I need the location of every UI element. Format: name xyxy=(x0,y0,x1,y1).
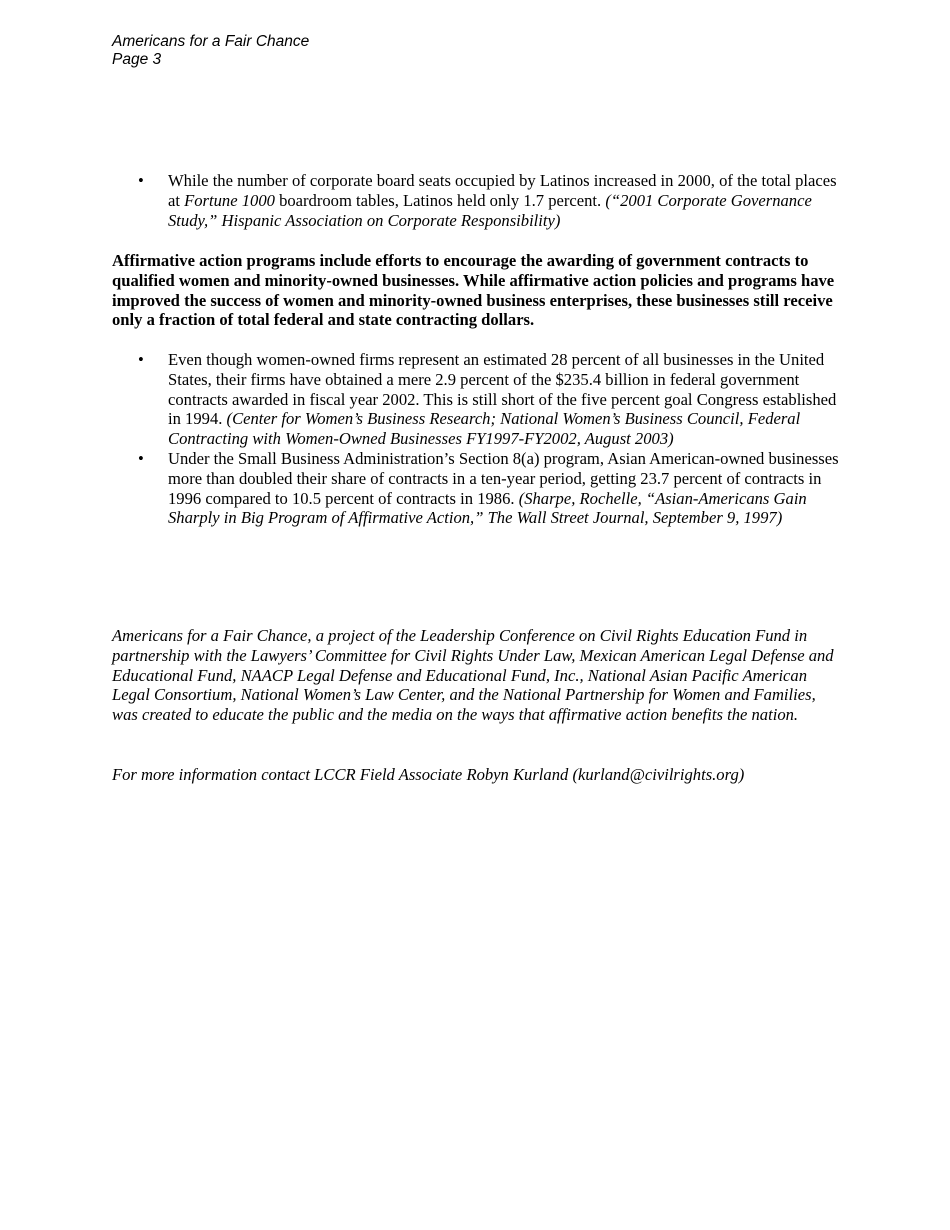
header-page-number: Page 3 xyxy=(112,51,162,68)
bullet-text: Under the Small Business Administration’s Section 8(a) program, Asian American-owned businesses more than doubled their share of contracts in a ten-year period, getting 23.7 percent of contracts in 1996 compared to 10.5 percent of contracts in 1986. xyxy=(168,448,839,508)
bullet-icon: • xyxy=(138,448,144,468)
bullet-emphasis: Fortune 1000 xyxy=(184,190,275,210)
bullet-text: Even though women-owned firms represent an estimated 28 percent of all businesses in the United States, their firms have obtained a mere 2.9 percent of the $235.4 billion in federal government contracts awarded in fiscal year 2002. This is still short of the five percent goal Congress established in 1994. xyxy=(168,350,837,429)
list-item xyxy=(112,449,840,528)
bullet-icon: • xyxy=(138,350,144,369)
bullet-icon: • xyxy=(138,171,144,190)
contact-paragraph: For more information contact LCCR Field Associate Robyn Kurland (kurland@civilrights.org) xyxy=(112,765,745,784)
bullet-citation: (Center for Women’s Business Research; National Women’s Business Council, Federal Contracting with Women-Owned Businesses FY1997-FY2002, August 2003) xyxy=(168,409,801,449)
latino-board-bullet-list xyxy=(112,171,840,230)
contracting-bold-paragraph: Affirmative action programs include efforts to encourage the awarding of government contracts to qualified women and minority-owned businesses. While affirmative action policies and programs have improved the success of women and minority-owned business enterprises, these businesses still receive only a fraction of total federal and state contracting dollars. xyxy=(112,251,835,330)
list-item xyxy=(112,171,840,230)
contracting-bullet-list xyxy=(112,350,840,528)
list-item xyxy=(112,350,840,449)
bullet-citation: (“2001 Corporate Governance Study,” Hispanic Association on Corporate Responsibility) xyxy=(168,190,812,230)
bullet-text-continued: boardroom tables, Latinos held only 1.7 percent. xyxy=(274,190,606,210)
about-paragraph: Americans for a Fair Chance, a project of the Leadership Conference on Civil Rights Education Fund in partnership with the Lawyers’ Committee for Civil Rights Under Law, Mexican American Legal Defense and Educational Fund, NAACP Legal Defense and Educational Fund, Inc., National Asian Pacific American Legal Consortium, National Women’s Law Center, and the National Partnership for Women and Families, was created to educate the public and the media on the ways that affirmative action benefits the nation. xyxy=(112,626,834,725)
running-header xyxy=(112,33,309,69)
bullet-text: While the number of corporate board seats occupied by Latinos increased in 2000, of the total places at xyxy=(168,171,837,210)
bullet-citation: (Sharpe, Rochelle, “Asian-Americans Gain Sharply in Big Program of Affirmative Action,” The Wall Street Journal, September 9, 1997) xyxy=(168,488,807,528)
header-org-name: Americans for a Fair Chance xyxy=(112,33,310,50)
